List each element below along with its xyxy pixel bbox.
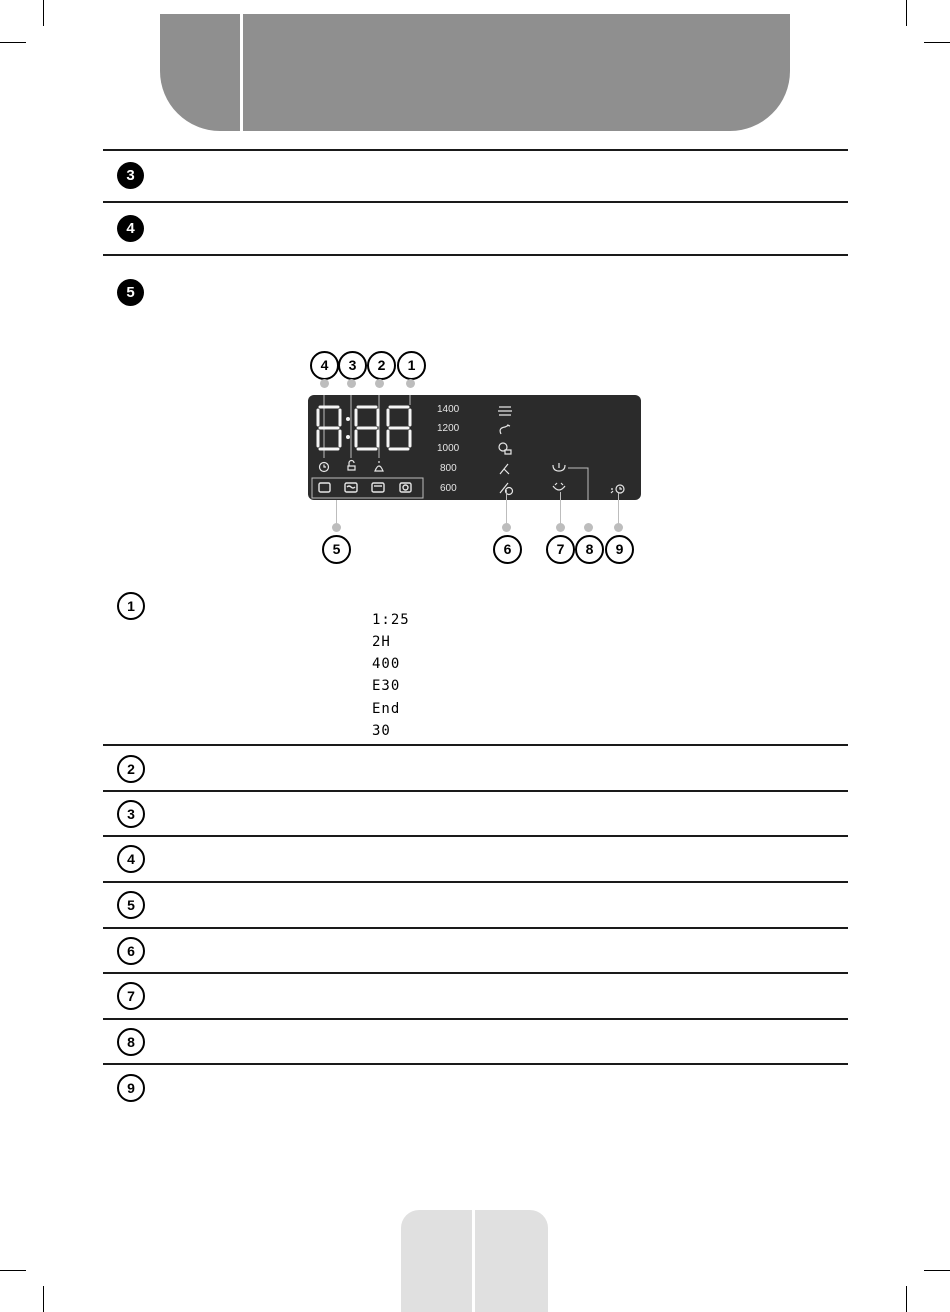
legend-divider [103, 744, 848, 746]
callout-1: 1 [397, 351, 426, 380]
leader-dot [556, 523, 565, 532]
legend-divider [103, 1063, 848, 1065]
callout-8: 8 [575, 535, 604, 564]
section-divider [103, 254, 848, 256]
spin-speed-label: 1200 [437, 423, 460, 434]
footer-divider [472, 1210, 475, 1312]
crop-mark [43, 0, 44, 26]
crop-mark [0, 42, 26, 43]
spin-speed-label: 600 [440, 483, 457, 494]
crop-mark [924, 1270, 950, 1271]
legend-marker-6: 6 [117, 937, 145, 965]
section-divider [103, 201, 848, 203]
leader-dot [406, 379, 415, 388]
crop-mark [906, 0, 907, 26]
legend-divider [103, 927, 848, 929]
legend-divider [103, 835, 848, 837]
spin-speed-label: 800 [440, 463, 457, 474]
display-panel [308, 395, 641, 500]
leader-dot [320, 379, 329, 388]
leader-dot [332, 523, 341, 532]
legend-divider [103, 790, 848, 792]
crop-mark [924, 42, 950, 43]
leader-dot [375, 379, 384, 388]
seven-segment-display [318, 407, 410, 449]
legend-divider [103, 1018, 848, 1020]
leader-dot [502, 523, 511, 532]
header-divider [240, 14, 243, 131]
display-code: 400 [372, 656, 401, 672]
display-code: End [372, 701, 401, 717]
leader-line [560, 492, 561, 527]
leader-dot [347, 379, 356, 388]
callout-2: 2 [367, 351, 396, 380]
callout-4: 4 [310, 351, 339, 380]
legend-marker-7: 7 [117, 982, 145, 1010]
section-marker-5: 5 [117, 279, 144, 306]
section-divider [103, 149, 848, 151]
legend-divider [103, 881, 848, 883]
display-code: 1:25 [372, 612, 410, 628]
legend-marker-5: 5 [117, 891, 145, 919]
spin-speed-label: 1000 [437, 443, 460, 454]
crop-mark [0, 1270, 26, 1271]
legend-marker-4: 4 [117, 845, 145, 873]
legend-marker-9: 9 [117, 1074, 145, 1102]
display-code: E30 [372, 678, 401, 694]
leader-line [618, 493, 619, 527]
section-marker-4: 4 [117, 215, 144, 242]
callout-9: 9 [605, 535, 634, 564]
legend-marker-8: 8 [117, 1028, 145, 1056]
header-tab [160, 14, 790, 131]
display-code: 2H [372, 634, 391, 650]
leader-dot [584, 523, 593, 532]
callout-6: 6 [493, 535, 522, 564]
callout-7: 7 [546, 535, 575, 564]
legend-marker-2: 2 [117, 755, 145, 783]
legend-marker-1: 1 [117, 592, 145, 620]
crop-mark [43, 1286, 44, 1312]
display-code: 30 [372, 723, 391, 739]
leader-dot [614, 523, 623, 532]
section-marker-3: 3 [117, 162, 144, 189]
legend-divider [103, 972, 848, 974]
callout-3: 3 [338, 351, 367, 380]
callout-5: 5 [322, 535, 351, 564]
spin-speed-label: 1400 [437, 404, 460, 415]
crop-mark [906, 1286, 907, 1312]
leader-line [506, 490, 507, 527]
legend-marker-3: 3 [117, 800, 145, 828]
